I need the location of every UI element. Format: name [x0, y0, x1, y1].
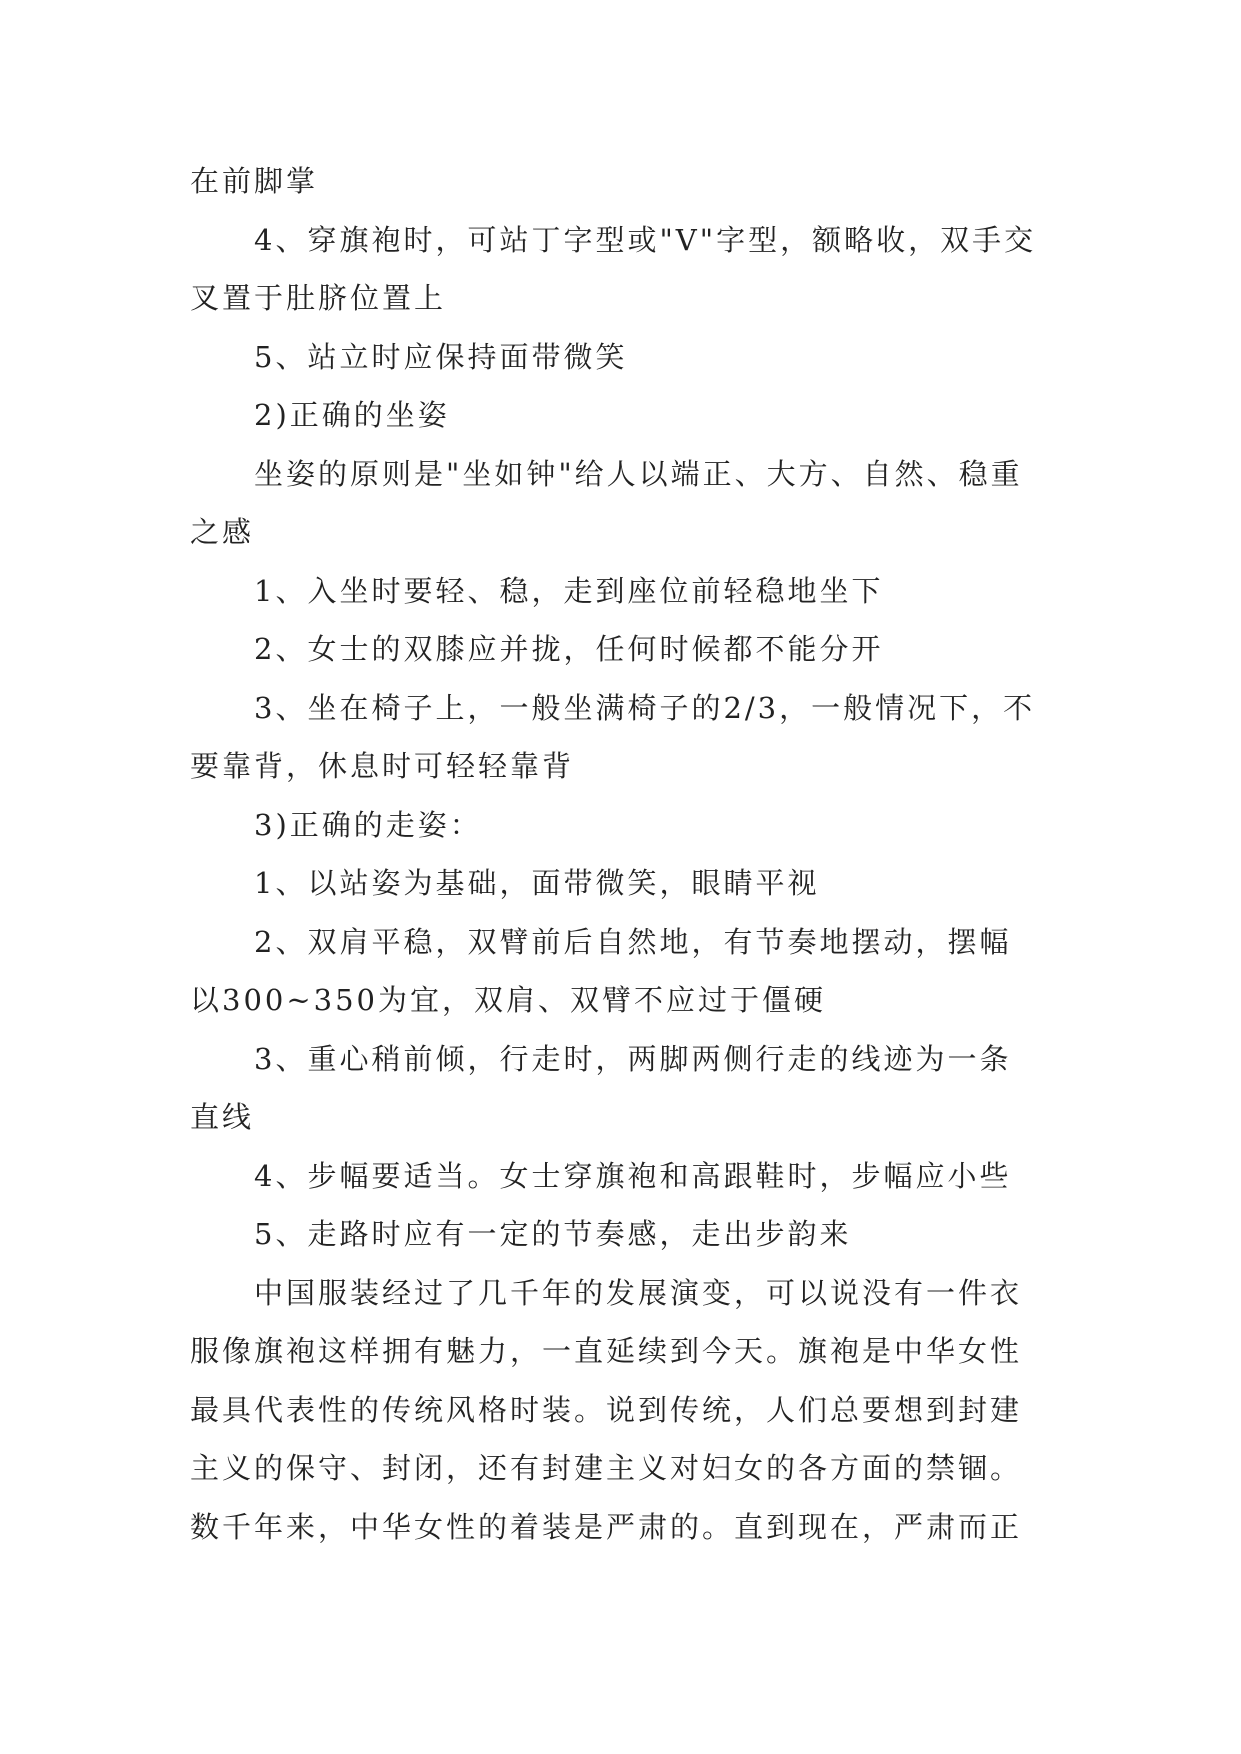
- text-line: 中国服装经过了几千年的发展演变，可以说没有一件衣: [254, 1275, 1023, 1310]
- text-line: 4、步幅要适当。女士穿旗袍和高跟鞋时，步幅应小些: [254, 1158, 1012, 1193]
- text-line: 最具代表性的传统风格时装。说到传统，人们总要想到封建: [190, 1392, 1023, 1427]
- text-line: 1、以站姿为基础，面带微笑，眼睛平视: [254, 866, 820, 900]
- text-line: 3)正确的走姿：: [254, 807, 482, 842]
- text-line: 以300~350为宜，双肩、双臂不应过于僵硬: [190, 983, 827, 1017]
- text-line: 叉置于肚脐位置上: [190, 281, 447, 315]
- text-line: 之感: [190, 515, 255, 549]
- text-line: 2)正确的坐姿: [254, 398, 450, 432]
- text-line: 服像旗袍这样拥有魅力，一直延续到今天。旗袍是中华女性: [190, 1334, 1023, 1368]
- text-line: 4、穿旗袍时，可站丁字型或"V"字型，额略收，双手交: [254, 222, 1037, 257]
- text-line: 5、站立时应保持面带微笑: [254, 339, 628, 374]
- text-line: 3、坐在椅子上，一般坐满椅子的2/3，一般情况下，不: [254, 690, 1036, 725]
- text-line: 3、重心稍前倾，行走时，两脚两侧行走的线迹为一条: [254, 1041, 1012, 1076]
- text-line: 2、双肩平稳，双臂前后自然地，有节奏地摆动，摆幅: [254, 924, 1012, 959]
- text-line: 在前脚掌: [190, 164, 319, 198]
- document-body: [190, 152, 1060, 1556]
- text-line: 要靠背，休息时可轻轻靠背: [190, 749, 575, 783]
- text-line: 2、女士的双膝应并拢，任何时候都不能分开: [254, 632, 884, 666]
- text-line: 1、入坐时要轻、稳，走到座位前轻稳地坐下: [254, 573, 884, 608]
- text-line: 坐姿的原则是"坐如钟"给人以端正、大方、自然、稳重: [254, 456, 1023, 491]
- text-line: 数千年来，中华女性的着装是严肃的。直到现在，严肃而正: [190, 1509, 1023, 1544]
- text-line: 直线: [190, 1100, 255, 1134]
- text-line: 主义的保守、封闭，还有封建主义对妇女的各方面的禁锢。: [190, 1451, 1023, 1485]
- text-line: 5、走路时应有一定的节奏感，走出步韵来: [254, 1217, 852, 1251]
